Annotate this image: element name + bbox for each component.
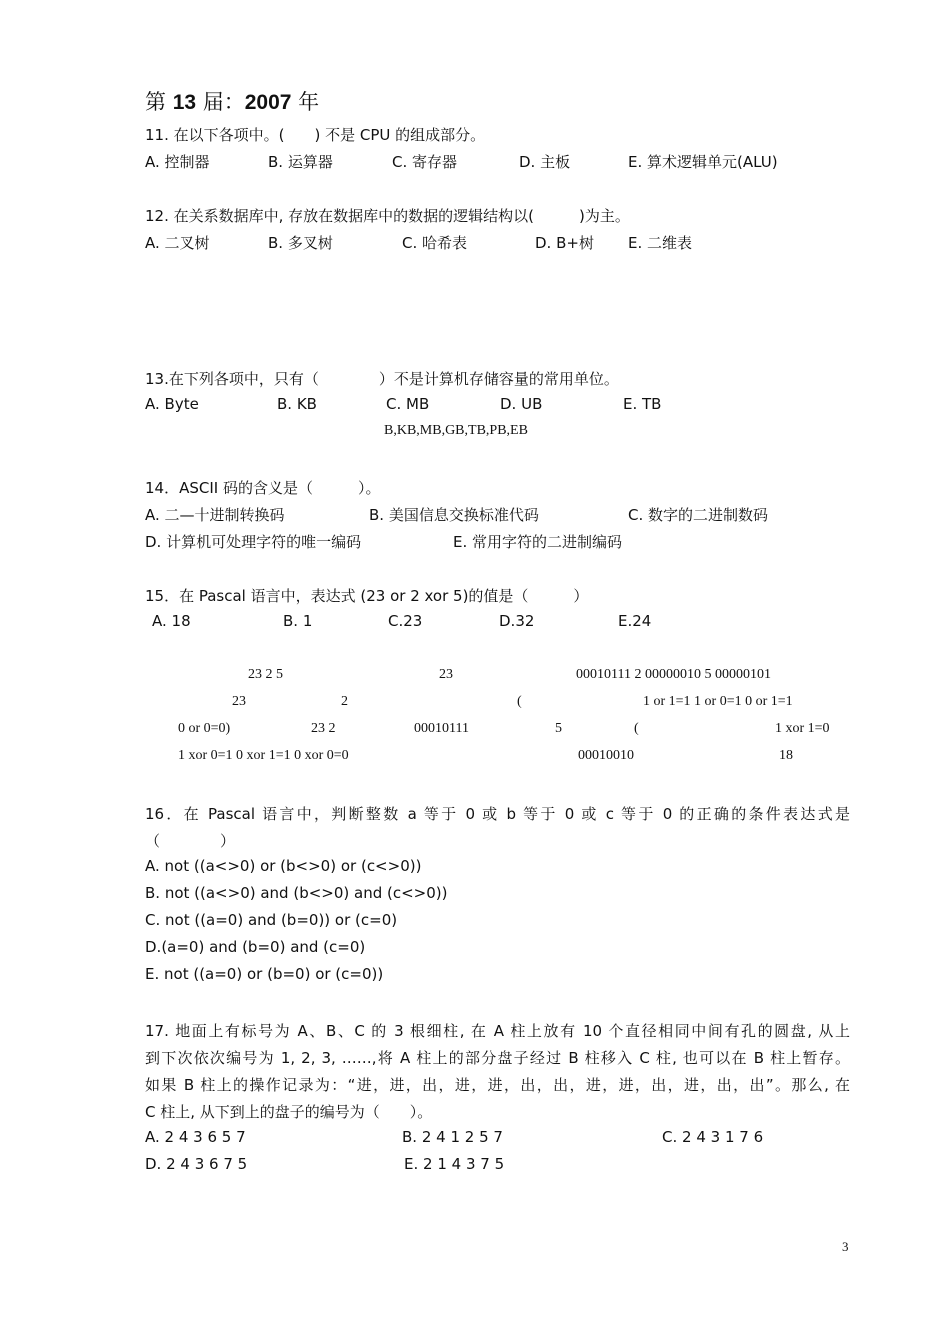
q12-option-b: B. 多叉树 bbox=[268, 234, 333, 252]
q15-option-c: C.23 bbox=[388, 612, 423, 630]
q14-option-c: C. 数字的二进制数码 bbox=[628, 506, 769, 524]
q14-option-e: E. 常用字符的二进制编码 bbox=[453, 533, 623, 551]
q17-stem-line: 如果 B 柱上的操作记录为：“进，进，出，进，进，出，出，进，进，出，进，出，出”。那么, 在 bbox=[145, 1076, 850, 1094]
q13-option-b: B. KB bbox=[277, 395, 317, 413]
q15-option-b: B. 1 bbox=[283, 612, 313, 630]
q15-stem: 15．在 Pascal 语言中，表达式 (23 or 2 xor 5)的值是（ ） bbox=[145, 587, 589, 605]
q15-expl: 23 bbox=[232, 694, 246, 709]
title-number: 13 bbox=[172, 91, 197, 114]
q14-option-b: B. 美国信息交换标准代码 bbox=[369, 506, 539, 524]
page-title bbox=[145, 86, 319, 116]
q15-expl: 23 bbox=[439, 667, 453, 682]
q17-option-d: D. 2 4 3 6 7 5 bbox=[145, 1155, 248, 1173]
q16-option-c: C. not ((a=0) and (b=0)) or (c=0) bbox=[145, 911, 398, 929]
q15-option-a: A. 18 bbox=[152, 612, 191, 630]
q16-stem: 16．在 Pascal 语言中，判断整数 a 等于 0 或 b 等于 0 或 c 等于 0 的正确的条件表达式是 bbox=[145, 805, 850, 823]
q17-option-e: E. 2 1 4 3 7 5 bbox=[404, 1155, 505, 1173]
q14-option-d: D. 计算机可处理字符的唯一编码 bbox=[145, 533, 362, 551]
page-number: 3 bbox=[842, 1239, 849, 1254]
q11-stem: 11. 在以下各项中。( ) 不是 CPU 的组成部分。 bbox=[145, 126, 486, 144]
q16-option-a: A. not ((a<>0) or (b<>0) or (c<>0)) bbox=[145, 857, 422, 875]
q13-option-a: A. Byte bbox=[145, 395, 199, 413]
q15-expl: 1 xor 1=0 bbox=[775, 721, 830, 736]
title-suffix: 年 bbox=[291, 90, 320, 114]
q13-stem: 13.在下列各项中，只有（ ）不是计算机存储容量的常用单位。 bbox=[145, 370, 619, 388]
q17-stem-line: C 柱上, 从下到上的盘子的编号为（ ）。 bbox=[145, 1103, 433, 1121]
q13-note: B,KB,MB,GB,TB,PB,EB bbox=[384, 423, 528, 438]
title-middle: 届： bbox=[196, 90, 245, 114]
q15-expl: ( bbox=[634, 721, 639, 736]
q15-expl: 1 xor 0=1 0 xor 1=1 0 xor 0=0 bbox=[178, 748, 349, 763]
q12-option-e: E. 二维表 bbox=[628, 234, 693, 252]
q15-expl: 2 bbox=[341, 694, 348, 709]
q15-option-d: D.32 bbox=[499, 612, 535, 630]
q15-expl: 0 or 0=0) bbox=[178, 721, 231, 736]
q14-option-a: A. 二—十进制转换码 bbox=[145, 506, 285, 524]
q17-stem-line: 17. 地面上有标号为 A、B、C 的 3 根细柱, 在 A 柱上放有 10 个直径相同中间有孔的圆盘, 从上 bbox=[145, 1022, 850, 1040]
q11-option-b: B. 运算器 bbox=[268, 153, 333, 171]
q14-stem: 14．ASCII 码的含义是（ ）。 bbox=[145, 479, 381, 497]
q17-option-c: C. 2 4 3 1 7 6 bbox=[662, 1128, 764, 1146]
q17-option-b: B. 2 4 1 2 5 7 bbox=[402, 1128, 503, 1146]
q15-option-e: E.24 bbox=[618, 612, 652, 630]
q15-expl: 23 2 bbox=[311, 721, 336, 736]
q13-option-d: D. UB bbox=[500, 395, 543, 413]
title-prefix: 第 bbox=[145, 90, 173, 114]
q17-option-a: A. 2 4 3 6 5 7 bbox=[145, 1128, 246, 1146]
title-year: 2007 bbox=[244, 91, 292, 114]
q15-expl: 23 2 5 bbox=[248, 667, 283, 682]
q15-expl: 00010111 bbox=[414, 721, 469, 736]
q15-expl: 18 bbox=[779, 748, 793, 763]
q11-option-e: E. 算术逻辑单元(ALU) bbox=[628, 153, 778, 171]
q12-stem: 12. 在关系数据库中, 存放在数据库中的数据的逻辑结构以( )为主。 bbox=[145, 207, 630, 225]
q12-option-d: D. B+树 bbox=[535, 234, 594, 252]
q15-expl: 00010111 2 00000010 5 00000101 bbox=[576, 667, 771, 682]
q17-stem-line: 到下次依次编号为 1, 2, 3, ……,将 A 柱上的部分盘子经过 B 柱移入 C 柱, 也可以在 B 柱上暂存。 bbox=[145, 1049, 850, 1067]
q13-option-c: C. MB bbox=[386, 395, 430, 413]
q16-stem-blank: （ ） bbox=[145, 832, 236, 850]
q15-expl: ( bbox=[517, 694, 522, 709]
q15-expl: 00010010 bbox=[578, 748, 634, 763]
q15-expl: 5 bbox=[555, 721, 562, 736]
q11-option-a: A. 控制器 bbox=[145, 153, 210, 171]
q11-option-c: C. 寄存器 bbox=[392, 153, 458, 171]
q12-option-a: A. 二叉树 bbox=[145, 234, 210, 252]
q12-option-c: C. 哈希表 bbox=[402, 234, 468, 252]
q11-option-d: D. 主板 bbox=[519, 153, 571, 171]
q13-option-e: E. TB bbox=[623, 395, 662, 413]
q16-option-e: E. not ((a=0) or (b=0) or (c=0)) bbox=[145, 965, 384, 983]
q15-expl: 1 or 1=1 1 or 0=1 0 or 1=1 bbox=[643, 694, 793, 709]
q16-option-b: B. not ((a<>0) and (b<>0) and (c<>0)) bbox=[145, 884, 448, 902]
q16-option-d: D.(a=0) and (b=0) and (c=0) bbox=[145, 938, 366, 956]
